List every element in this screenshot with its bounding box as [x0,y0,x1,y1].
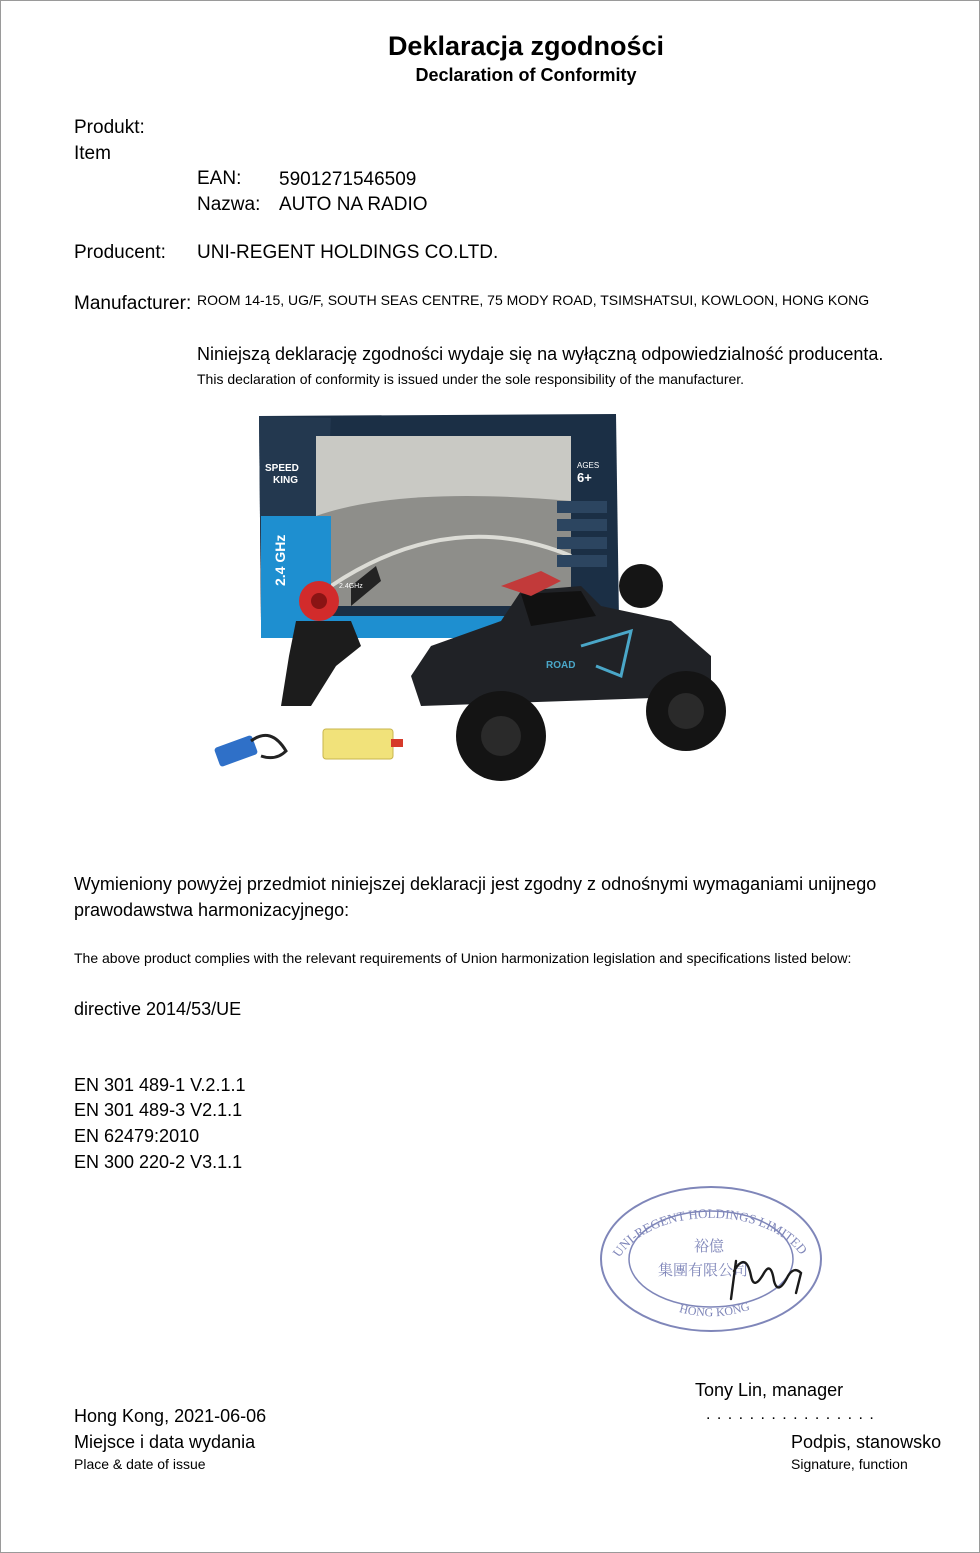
car-badge: ROAD [546,660,576,671]
signature-label-pl: Podpis, stanowsko [791,1432,942,1452]
standard-1: EN 301 489-1 V.2.1.1 [74,1075,246,1095]
standard-4: EN 300 220-2 V3.1.1 [74,1152,243,1172]
battery-pack [323,729,393,759]
stamp-center-line2: 集團有限公司 [658,1261,749,1279]
issue-place-date: Hong Kong, 2021-06-06 [74,1406,267,1426]
box-feature-4 [557,555,607,567]
box-ages-label: AGES [577,461,600,470]
product-label-pl: Produkt: [74,117,145,138]
document-title: Deklaracja zgodności [387,31,665,61]
responsibility-en: This declaration of conformity is issued under the sole responsibility of the manufacturer. [197,371,745,387]
remote-wheel-hub [311,593,327,609]
box-feature-1 [557,501,607,513]
name-label: Nazwa: [197,194,261,215]
usb-cable [251,735,286,757]
box-feature-2 [557,519,607,531]
responsibility-pl: Niniejszą deklarację zgodności wydaje się na wyłączną odpowiedzialność producenta. [197,344,884,364]
issue-label-en: Place & date of issue [74,1456,206,1472]
box-age-value: 6+ [577,470,592,485]
box-frequency: 2.4 GHz [272,534,288,586]
stamp-ring-bottom: HONG KONG [678,1299,752,1320]
signature-dots: . . . . . . . . . . . . . . . . [706,1406,875,1423]
stamp-center-line1: 裕億 [694,1237,725,1255]
box-brand-line2: KING [273,475,298,486]
issue-label-pl: Miejsce i data wydania [74,1432,256,1452]
standard-2: EN 301 489-3 V2.1.1 [74,1100,243,1120]
box-feature-3 [557,537,607,549]
car-rear-rim [668,693,704,729]
compliance-pl-line1: Wymieniony powyżej przedmiot niniejszej deklaracji jest zgodny z odnośnymi wymaganiami unijnego [74,874,877,894]
name-value: AUTO NA RADIO [279,194,428,215]
ean-label: EAN: [197,168,242,189]
car-front-rim [481,716,521,756]
producer-name: UNI-REGENT HOLDINGS CO.LTD. [197,242,499,263]
compliance-pl-line2: prawodawstwa harmonizacyjnego: [74,900,350,920]
remote-label: 2.4GHz [339,583,363,590]
directive: directive 2014/53/UE [74,999,242,1019]
document-subtitle: Declaration of Conformity [415,65,637,85]
ean-value: 5901271546509 [279,169,417,190]
box-brand-line1: SPEED [265,463,299,474]
manufacturer-address: ROOM 14-15, UG/F, SOUTH SEAS CENTRE, 75 MODY ROAD, TSIMSHATSUI, KOWLOON, HONG KONG [197,292,870,308]
manufacturer-label-en: Manufacturer: [74,293,192,314]
stamp-ring-top: UNI-REGENT HOLDINGS LIMITED [609,1205,811,1260]
car-spare-tire [619,564,663,608]
product-photo [201,406,741,806]
company-stamp [596,1181,826,1336]
producer-label-pl: Producent: [74,242,166,263]
signer-name: Tony Lin, manager [695,1380,844,1400]
product-label-en: Item [74,143,111,164]
standard-3: EN 62479:2010 [74,1126,200,1146]
compliance-en: The above product complies with the relevant requirements of Union harmonization legislation and specifications listed below: [74,950,852,966]
signature-label-en: Signature, function [791,1456,908,1472]
battery-connector [391,739,403,747]
